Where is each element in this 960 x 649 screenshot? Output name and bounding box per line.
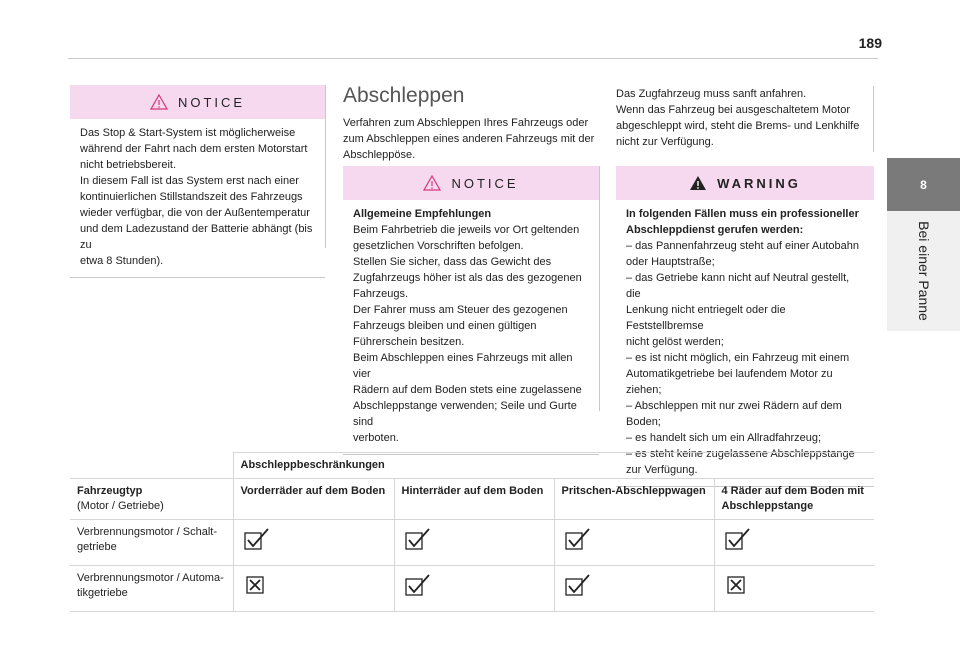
warning-line: – das Pannenfahrzeug steht auf einer Autobahn	[626, 240, 860, 252]
notice-line: verboten.	[353, 432, 399, 444]
section-title: Abschleppen	[343, 84, 465, 107]
notice-heading: NOTICE	[177, 94, 246, 110]
warning-line: zur Verfügung.	[626, 464, 698, 476]
warning-line: oder Hauptstraße;	[626, 256, 715, 268]
table-cell	[233, 566, 394, 612]
notice-line: Abschleppstange verwenden; Seile und Gurte sind	[353, 400, 577, 428]
page-number: 189	[858, 35, 882, 51]
check-icon	[565, 589, 591, 601]
table-cell	[233, 520, 394, 566]
table-cell	[554, 566, 714, 612]
check-icon	[244, 543, 270, 555]
table-cell	[714, 566, 874, 612]
row-label-line: Verbrennungsmotor / Automa-	[77, 572, 224, 584]
notice-body	[343, 200, 599, 454]
notice-body	[70, 119, 325, 277]
warning-line: Boden;	[626, 416, 661, 428]
notice-line: Stellen Sie sicher, dass das Gewicht des	[353, 256, 552, 268]
notice-line: während der Fahrt nach dem ersten Motorstart	[80, 143, 308, 155]
warning-line: – es ist nicht möglich, ein Fahrzeug mit einem	[626, 352, 850, 364]
notice-line: Beim Fahrbetrieb die jeweils vor Ort geltenden	[353, 224, 580, 236]
column-header: 4 Räder auf dem Boden mit Abschleppstange	[714, 479, 874, 520]
notice-heading: NOTICE	[451, 175, 519, 191]
table-cell	[394, 520, 554, 566]
notice-box-middle	[343, 166, 599, 455]
column-header: Hinterräder auf dem Boden	[394, 479, 554, 520]
table-cell	[714, 520, 874, 566]
chapter-number: 8	[920, 177, 927, 192]
column-header: Vorderräder auf dem Boden	[233, 479, 394, 520]
notice-header	[70, 85, 325, 119]
chapter-number-tab	[887, 158, 960, 211]
notice-subheading: Allgemeine Empfehlungen	[353, 208, 492, 220]
chapter-title: Bei einer Panne	[915, 221, 932, 321]
table-group-header-row	[70, 453, 874, 479]
notice-line: kontinuierlichen Stillstandszeit des Fahrzeugs	[80, 191, 303, 203]
notice-line: Fahrzeugs.	[353, 288, 409, 300]
warning-triangle-icon	[150, 94, 168, 110]
intro-paragraph	[343, 115, 598, 163]
notice-line: Fahrzeugs bleiben und einen gültigen	[353, 320, 537, 332]
right-intro-line: abgeschleppt wird, steht die Brems- und Lenkhilfe	[616, 120, 860, 132]
notice-line: In diesem Fall ist das System erst nach einer	[80, 175, 299, 187]
notice-line: wieder verfügbar, die von der Außentemperatur	[80, 207, 310, 219]
column-divider	[599, 166, 600, 411]
chapter-title-tab	[887, 211, 960, 331]
warning-triangle-icon	[423, 175, 441, 191]
warning-body	[616, 200, 874, 486]
intro-line: zum Abschleppen eines anderen Fahrzeugs mit der	[343, 133, 595, 145]
right-intro-paragraph	[616, 86, 874, 150]
table-corner	[70, 453, 233, 479]
table-cell	[554, 520, 714, 566]
notice-line: und dem Ladezustand der Batterie abhängt (bis zu	[80, 223, 313, 251]
notice-line: Das Stop & Start-System ist möglicherweise	[80, 127, 296, 139]
notice-line: Führerschein besitzen.	[353, 336, 465, 348]
table-row	[70, 520, 874, 566]
notice-line: gesetzlichen Vorschriften befolgen.	[353, 240, 524, 252]
column-divider	[873, 86, 874, 152]
row-header-cell	[70, 479, 233, 520]
table-group-header: Abschleppbeschränkungen	[233, 453, 874, 479]
check-icon	[405, 589, 431, 601]
row-label	[70, 520, 233, 566]
row-label	[70, 566, 233, 612]
intro-line: Abschleppöse.	[343, 149, 416, 161]
notice-line: Rädern auf dem Boden stets eine zugelassene	[353, 384, 582, 396]
row-header-subtitle: (Motor / Getriebe)	[77, 500, 164, 512]
table-cell	[394, 566, 554, 612]
check-icon	[405, 543, 431, 555]
right-intro-line: Wenn das Fahrzeug bei ausgeschaltetem Motor	[616, 104, 850, 116]
warning-line: Automatikgetriebe bei laufendem Motor zu ziehen;	[626, 368, 833, 396]
warning-line: – das Getriebe kann nicht auf Neutral gestellt, die	[626, 272, 850, 300]
notice-line: nicht betriebsbereit.	[80, 159, 176, 171]
warning-line: Lenkung nicht entriegelt oder die Feststellbremse	[626, 304, 786, 332]
intro-line: Verfahren zum Abschleppen Ihres Fahrzeugs oder	[343, 117, 589, 129]
row-label-line: Verbrennungsmotor / Schalt-	[77, 526, 218, 538]
warning-line: – es handelt sich um ein Allradfahrzeug;	[626, 432, 822, 444]
warning-line: – Abschleppen mit nur zwei Rädern auf dem	[626, 400, 842, 412]
warning-subheading: In folgenden Fällen muss ein professioneller	[626, 208, 859, 220]
warning-header	[616, 166, 874, 200]
warning-box	[616, 166, 874, 487]
warning-heading: WARNING	[717, 175, 801, 191]
cross-icon	[725, 587, 749, 599]
table-header-row	[70, 479, 874, 520]
notice-line: etwa 8 Stunden).	[80, 255, 164, 267]
table-row	[70, 566, 874, 612]
warning-triangle-icon	[689, 175, 707, 191]
row-label-line: tikgetriebe	[77, 587, 128, 599]
warning-subheading: Abschleppdienst gerufen werden:	[626, 224, 804, 236]
row-label-line: getriebe	[77, 541, 117, 553]
check-icon	[565, 543, 591, 555]
cross-icon	[244, 587, 268, 599]
row-header-title: Fahrzeugtyp	[77, 485, 143, 497]
notice-line: Beim Abschleppen eines Fahrzeugs mit allen vier	[353, 352, 573, 380]
notice-line: Zugfahrzeugs höher ist als das des gezogenen	[353, 272, 582, 284]
notice-box-left	[70, 85, 325, 278]
notice-header	[343, 166, 599, 200]
right-intro-line: Das Zugfahrzeug muss sanft anfahren.	[616, 88, 807, 100]
column-divider	[325, 85, 326, 248]
header-rule	[68, 58, 878, 59]
towing-restrictions-table	[70, 452, 874, 612]
warning-line: nicht gelöst werden;	[626, 336, 724, 348]
right-intro-line: nicht zur Verfügung.	[616, 136, 714, 148]
check-icon	[725, 543, 751, 555]
notice-line: Der Fahrer muss am Steuer des gezogenen	[353, 304, 568, 316]
column-header: Pritschen-Abschleppwagen	[554, 479, 714, 520]
warning-line: – es steht keine zugelassene Abschleppstange	[626, 448, 855, 460]
